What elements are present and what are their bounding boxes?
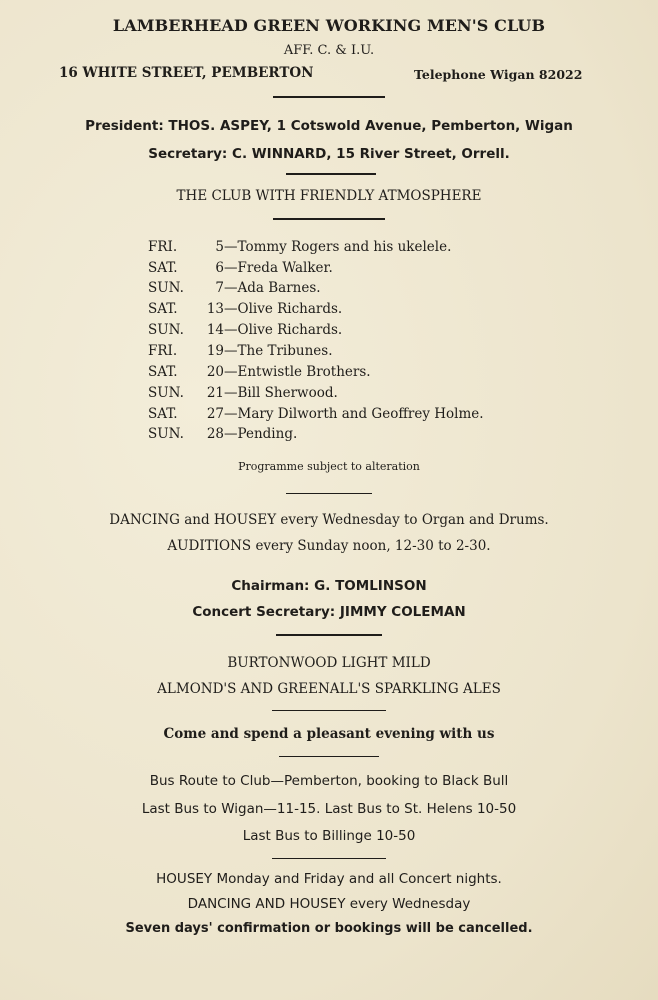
divider bbox=[272, 710, 386, 711]
dancing-notice: DANCING and HOUSEY every Wednesday to Organ and Drums. bbox=[109, 512, 549, 528]
programme-day: SUN. bbox=[148, 426, 184, 442]
list-item bbox=[148, 322, 342, 338]
programme-act: —Olive Richards. bbox=[224, 322, 343, 338]
chairman-name: G. TOMLINSON bbox=[314, 578, 427, 594]
programme-act: —The Tribunes. bbox=[224, 343, 333, 359]
divider bbox=[272, 858, 386, 859]
programme-date: 19 bbox=[206, 343, 224, 359]
programme-act: —Olive Richards. bbox=[224, 301, 343, 317]
programme-day: SAT. bbox=[148, 260, 178, 276]
auditions-notice: AUDITIONS every Sunday noon, 12-30 to 2-30. bbox=[167, 538, 491, 554]
concert-secretary-label: Concert Secretary: bbox=[192, 604, 336, 620]
list-item bbox=[148, 385, 338, 401]
programme-day: SUN. bbox=[148, 322, 184, 338]
programme-act: —Mary Dilworth and Geoffrey Holme. bbox=[224, 406, 484, 422]
programme-note: Programme subject to alteration bbox=[238, 460, 420, 473]
divider bbox=[286, 493, 372, 494]
list-item bbox=[148, 260, 333, 276]
programme-date: 28 bbox=[206, 426, 224, 442]
programme-date: 27 bbox=[206, 406, 224, 422]
divider bbox=[279, 756, 379, 757]
list-item bbox=[148, 239, 451, 255]
programme-act: —Ada Barnes. bbox=[224, 280, 321, 296]
drinks-ales: ALMOND'S AND GREENALL'S SPARKLING ALES bbox=[157, 681, 501, 697]
club-address: 16 WHITE STREET, PEMBERTON bbox=[59, 65, 314, 81]
divider bbox=[273, 96, 385, 98]
secretary-text: C. WINNARD, 15 River Street, Orrell. bbox=[232, 146, 510, 162]
list-item bbox=[148, 426, 297, 442]
list-item bbox=[148, 364, 371, 380]
president-label: President: bbox=[85, 118, 164, 134]
club-telephone: Telephone Wigan 82022 bbox=[414, 67, 583, 82]
divider bbox=[273, 218, 385, 220]
programme-date: 20 bbox=[206, 364, 224, 380]
programme-day: SAT. bbox=[148, 406, 178, 422]
chairman-line bbox=[0, 578, 658, 594]
housey-notice: HOUSEY Monday and Friday and all Concert nights. bbox=[156, 871, 502, 887]
secretary-line bbox=[0, 146, 658, 162]
programme-date: 6 bbox=[215, 260, 224, 276]
programme-date: 5 bbox=[215, 239, 224, 255]
confirmation-notice: Seven days' confirmation or bookings will be cancelled. bbox=[125, 921, 533, 936]
programme-act: —Tommy Rogers and his ukelele. bbox=[224, 239, 452, 255]
president-line bbox=[0, 118, 658, 134]
divider bbox=[286, 173, 376, 175]
programme-date: 7 bbox=[215, 280, 224, 296]
programme-day: SAT. bbox=[148, 301, 178, 317]
programme-date: 21 bbox=[206, 385, 224, 401]
president-text: THOS. ASPEY, 1 Cotswold Avenue, Pemberton, Wigan bbox=[168, 118, 573, 134]
list-item bbox=[148, 280, 321, 296]
divider bbox=[276, 634, 382, 636]
programme-day: SUN. bbox=[148, 385, 184, 401]
programme-day: SUN. bbox=[148, 280, 184, 296]
programme-act: —Bill Sherwood. bbox=[224, 385, 338, 401]
list-item bbox=[148, 406, 484, 422]
programme-act: —Freda Walker. bbox=[224, 260, 333, 276]
programme-date: 13 bbox=[206, 301, 224, 317]
club-title: LAMBERHEAD GREEN WORKING MEN'S CLUB bbox=[112, 16, 546, 35]
programme-act: —Pending. bbox=[224, 426, 298, 442]
invitation: Come and spend a pleasant evening with us bbox=[163, 726, 495, 742]
programme-day: FRI. bbox=[148, 239, 178, 255]
list-item bbox=[148, 301, 342, 317]
programme-date: 14 bbox=[206, 322, 224, 338]
concert-secretary-name: JIMMY COLEMAN bbox=[339, 604, 466, 620]
programme-day: FRI. bbox=[148, 343, 178, 359]
drinks-mild: BURTONWOOD LIGHT MILD bbox=[227, 655, 431, 671]
club-tagline: THE CLUB WITH FRIENDLY ATMOSPHERE bbox=[176, 188, 482, 204]
list-item bbox=[148, 343, 333, 359]
programme-act: —Entwistle Brothers. bbox=[224, 364, 371, 380]
last-bus-wigan: Last Bus to Wigan—11-15. Last Bus to St. Helens 10-50 bbox=[141, 801, 517, 817]
chairman-label: Chairman: bbox=[231, 578, 310, 594]
programme-day: SAT. bbox=[148, 364, 178, 380]
dancing-housey-notice: DANCING AND HOUSEY every Wednesday bbox=[187, 896, 471, 912]
concert-secretary-line bbox=[0, 604, 658, 620]
last-bus-billinge: Last Bus to Billinge 10-50 bbox=[242, 828, 416, 844]
bus-route: Bus Route to Club—Pemberton, booking to Black Bull bbox=[149, 773, 509, 789]
affiliation: AFF. C. & I.U. bbox=[283, 43, 375, 58]
secretary-label: Secretary: bbox=[148, 146, 228, 162]
